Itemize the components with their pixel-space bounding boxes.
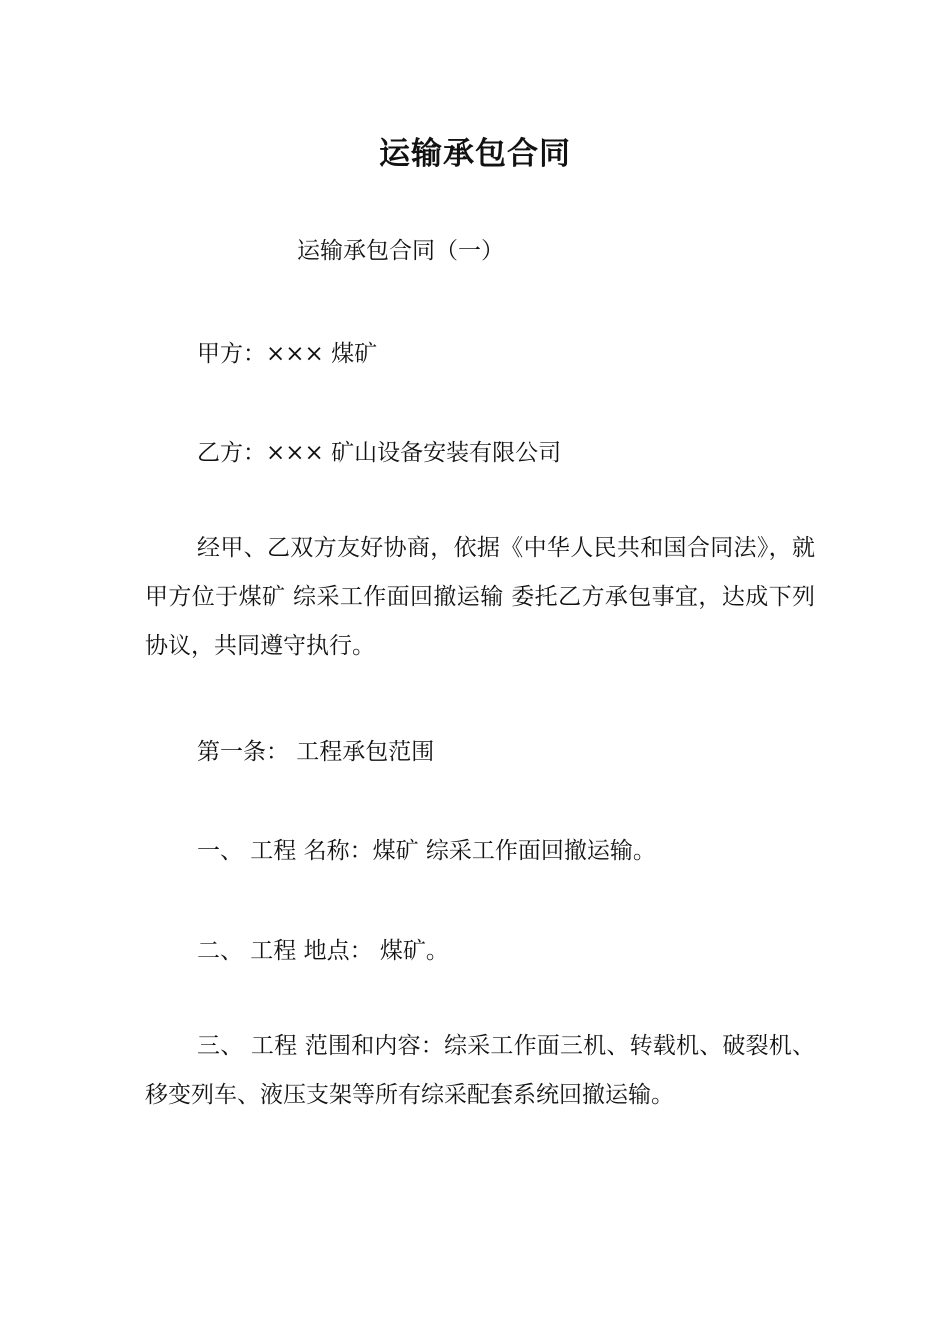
item-2-line: 二、 工程 地点： 煤矿。 xyxy=(197,938,449,964)
party-a-line: 甲方：××× 煤矿 xyxy=(197,341,378,367)
item-1-line: 一、 工程 名称：煤矿 综采工作面回撤运输。 xyxy=(197,838,656,864)
article-1-heading: 第一条： 工程承包范围 xyxy=(197,739,435,765)
party-b-line: 乙方：××× 矿山设备安装有限公司 xyxy=(197,440,562,466)
intro-paragraph: 经甲、乙双方友好协商，依据《中华人民共和国合同法》，就甲方位于煤矿 综采工作面回撤运输 委托乙方承包事宜，达成下列协议，共同遵守执行。 xyxy=(145,535,815,659)
item-3-paragraph: 三、 工程 范围和内容：综采工作面三机、转载机、破裂机、移变列车、液压支架等所有综采配套系统回撤运输。 xyxy=(145,1033,815,1108)
document-title: 运输承包合同 xyxy=(379,136,571,172)
document-subtitle: 运输承包合同（一） xyxy=(297,238,504,264)
